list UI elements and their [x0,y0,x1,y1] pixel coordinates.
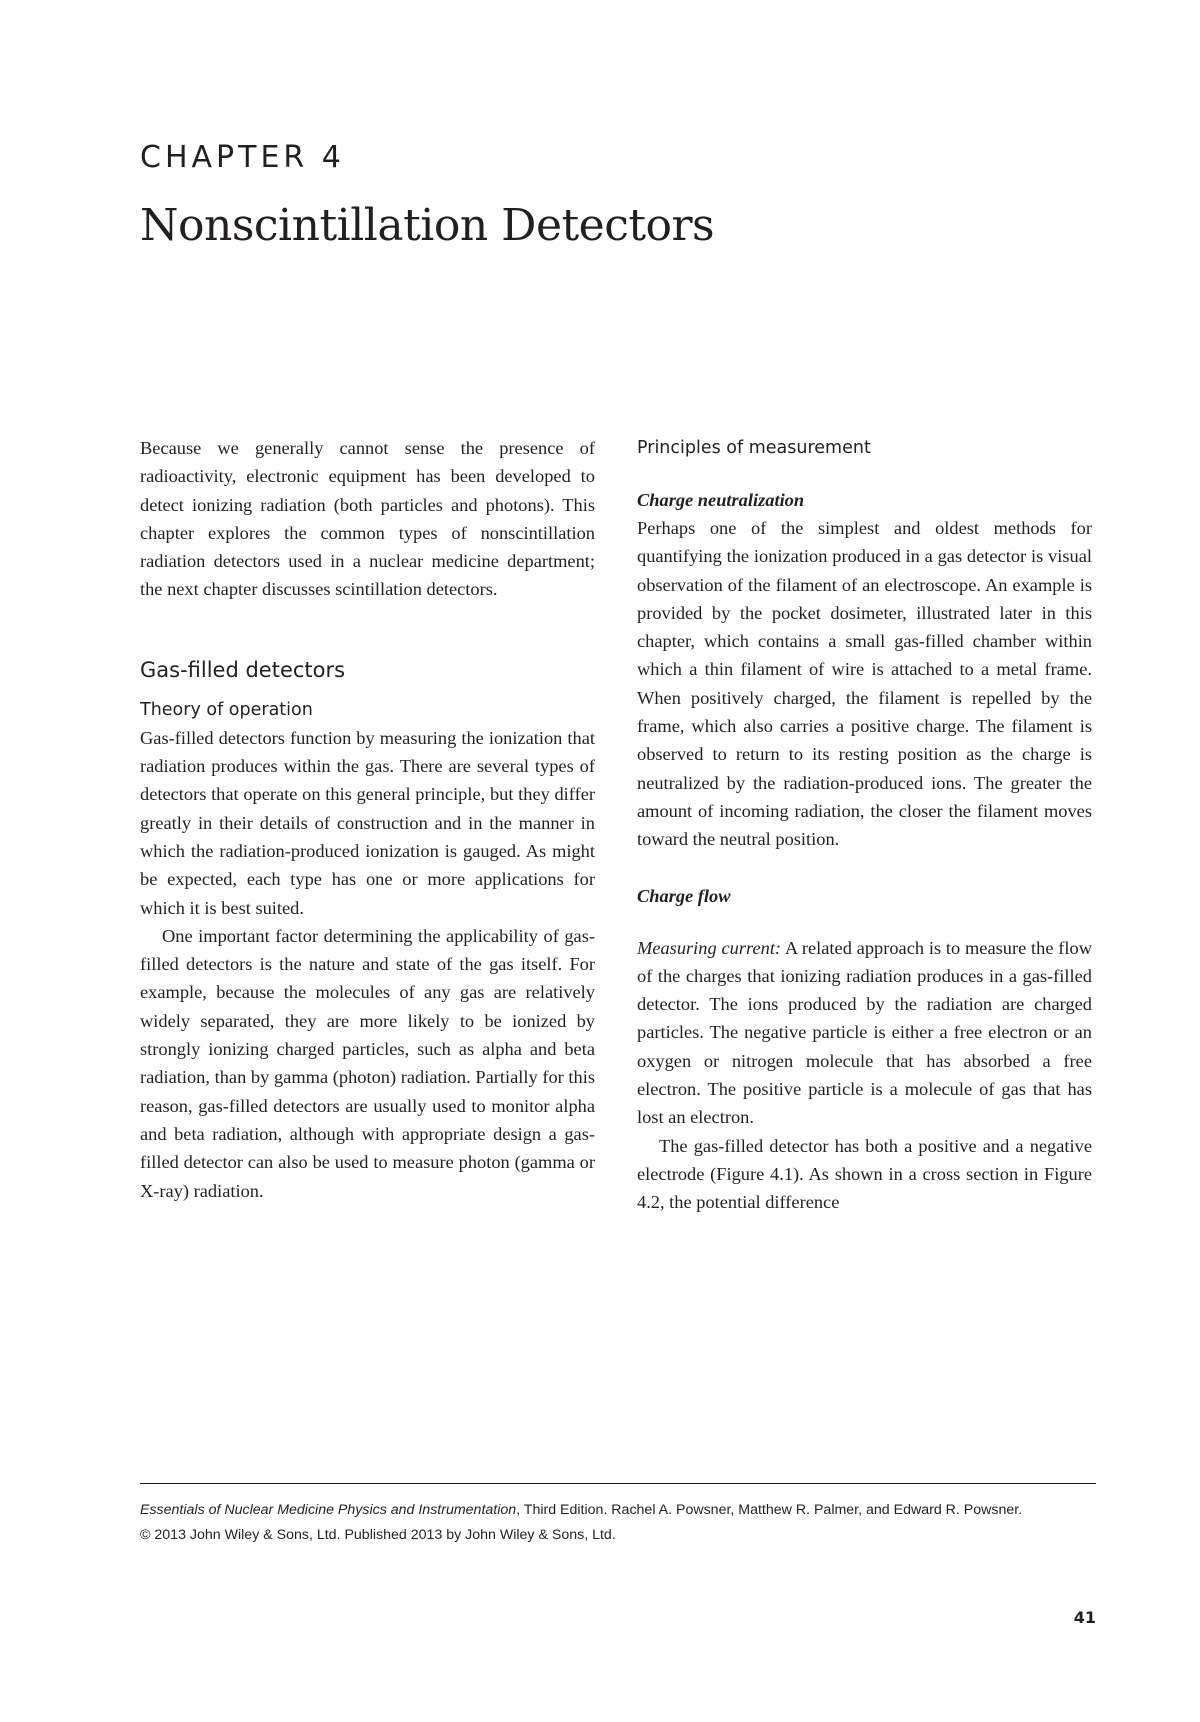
subheading-charge-neutralization: Charge neutralization [637,490,805,510]
chapter-title: Nonscintillation Detectors [140,200,715,251]
intro-paragraph: Because we generally cannot sense the presence of radioactivity, electronic equipment has been developed to detect ionizing radiation (both particles and photons). This chapter explores the common types of nonscintillation radiation detectors used in a nuclear medicine department; the next chapter discusses scintillation detectors. [140,438,595,600]
runin-heading-measuring-current: Measuring current: [637,937,782,958]
right-column [637,434,1092,1217]
citation-rest: , Third Edition. Rachel A. Powsner, Matthew R. Palmer, and Edward R. Powsner. [516,1502,1023,1518]
subheading-charge-flow: Charge flow [637,885,731,906]
section-heading-principles-of-measurement: Principles of measurement [637,438,871,458]
charge-flow-paragraph-1 [637,934,1092,1132]
citation-line [140,1498,1096,1523]
footer-citation [140,1498,1096,1548]
left-column [140,434,595,1205]
book-title: Essentials of Nuclear Medicine Physics and Instrumentation [140,1502,517,1518]
charge-flow-paragraph-2: The gas-filled detector has both a positive and a negative electrode (Figure 4.1). As shown in a cross section in Figure 4.2, the potential difference [637,1135,1092,1213]
section-heading-gas-filled-detectors: Gas-filled detectors [140,657,346,682]
footer-rule [140,1483,1096,1484]
theory-paragraph-2: One important factor determining the applicability of gas-filled detectors is the nature and state of the gas itself. For example, because the molecules of any gas are relatively widely separated, they are more likely to be ionized by strongly ionizing charged particles, such as alpha and beta radiation, than by gamma (photon) radiation. Partially for this reason, gas-filled detectors are usually used to monitor alpha and beta radiation, although with appropriate design a gas-filled detector can also be used to measure photon (gamma or X-ray) radiation. [140,925,595,1201]
theory-paragraph-1: Gas-filled detectors function by measuring the ionization that radiation produces within the gas. There are several types of detectors that operate on this general principle, but they differ greatly in their details of construction and in the manner in which the radiation-produced ionization is gauged. As might be expected, each type has one or more applications for which it is best suited. [140,727,595,918]
subsection-heading-theory-of-operation: Theory of operation [140,699,313,720]
charge-flow-paragraph-1-text: A related approach is to measure the flow of the charges that ionizing radiation produces in a gas-filled detector. The ions produced by the radiation are charged particles. The negative particle is either a free electron or an oxygen or nitrogen molecule that has absorbed a free electron. The positive particle is a molecule of gas that has lost an electron. [637,937,1092,1128]
page-number: 41 [1073,1608,1096,1627]
charge-neutralization-paragraph: Perhaps one of the simplest and oldest methods for quantifying the ionization produced in a gas detector is visual observation of the filament of an electroscope. An example is provided by the pocket dosimeter, illustrated later in this chapter, which contains a small gas-filled chamber within which a thin filament of wire is attached to a metal frame. When positively charged, the filament is repelled by the frame, which also carries a positive charge. The filament is observed to return to its resting position as the charge is neutralized by the radiation-produced ions. The greater the amount of incoming radiation, the closer the filament moves toward the neutral position. [637,518,1092,850]
chapter-label: CHAPTER 4 [140,140,345,175]
copyright-line: © 2013 John Wiley & Sons, Ltd. Published 2013 by John Wiley & Sons, Ltd. [140,1527,616,1543]
